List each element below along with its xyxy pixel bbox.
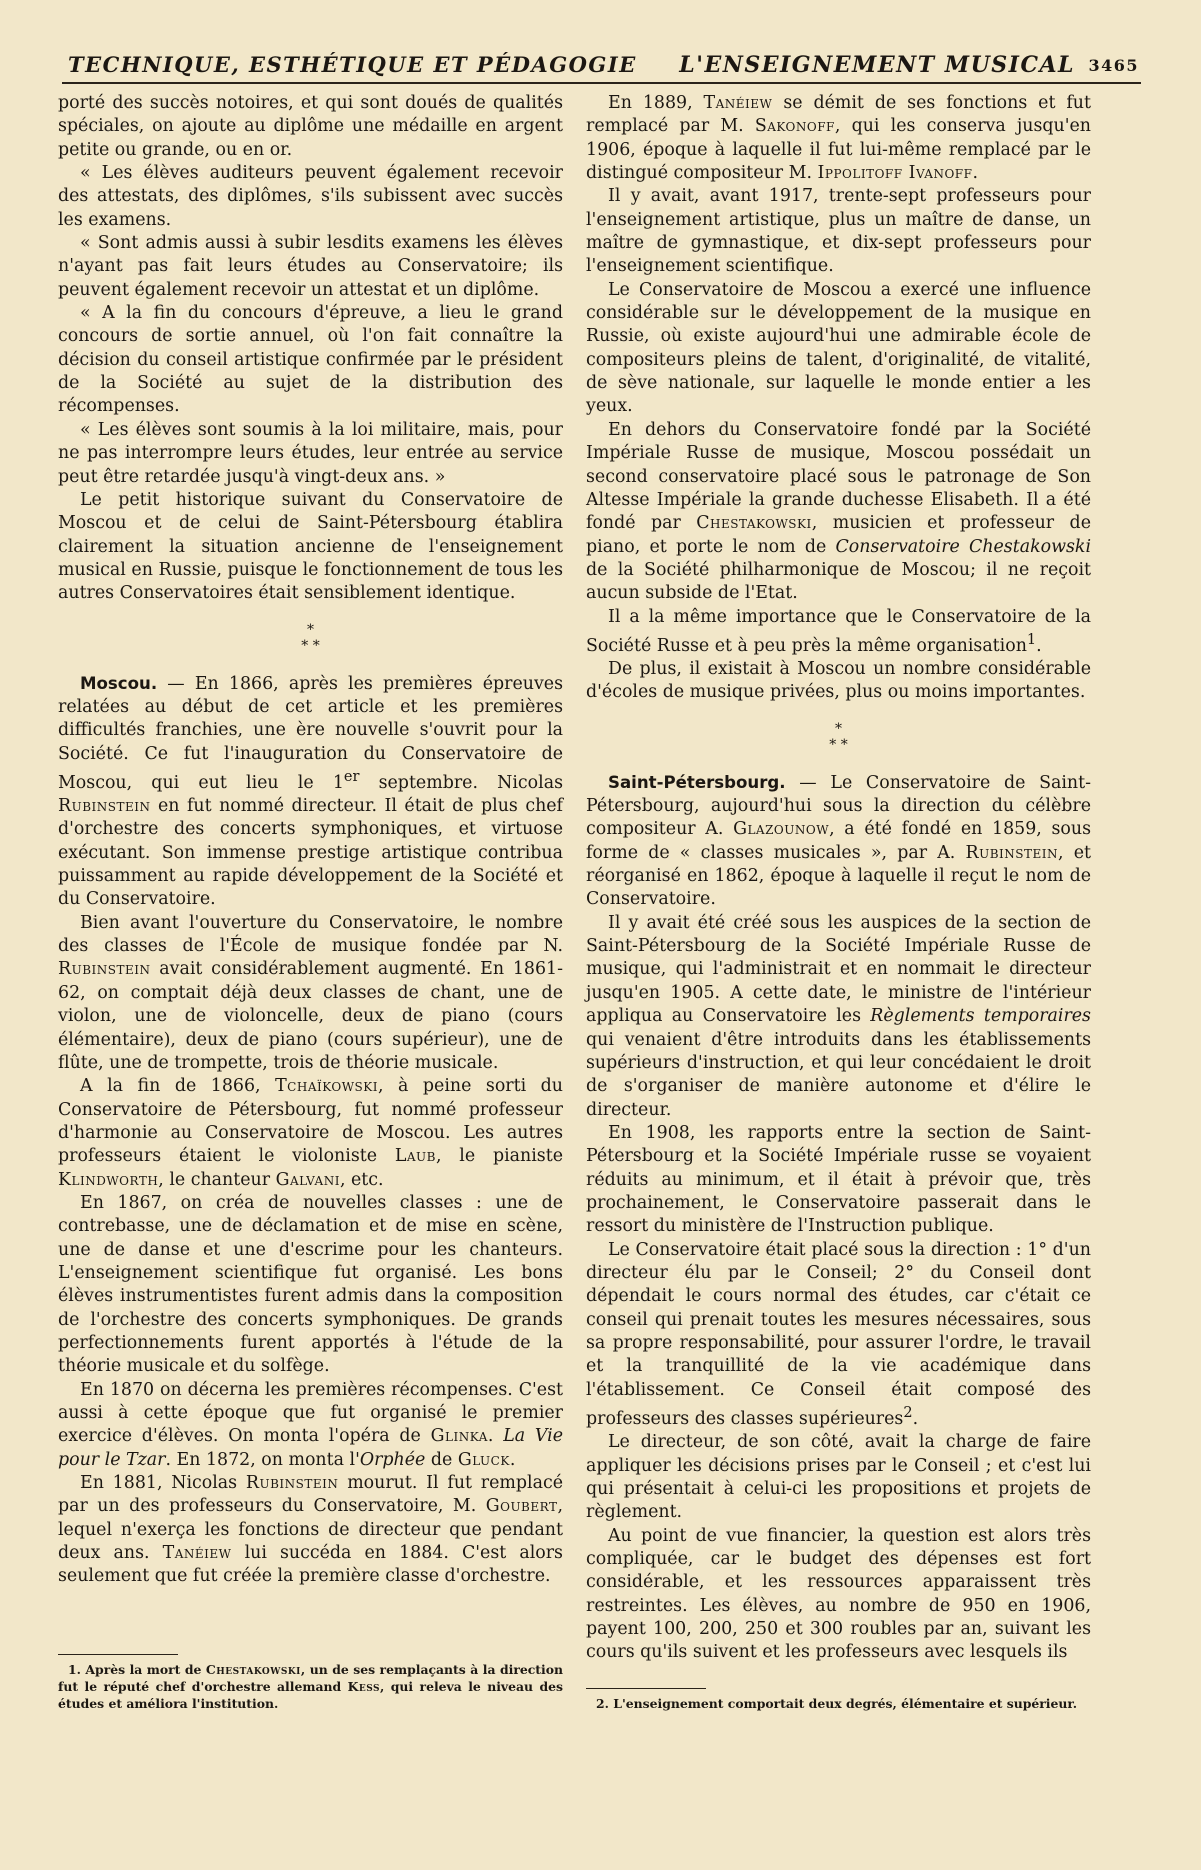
paragraph: Il y avait, avant 1917, trente-sept professeurs pour l'enseignement artistique, plus un maître de danse, un maître de gymnastique, et dix-sept professeurs pour l'enseignement scientifique. xyxy=(586,186,1091,277)
text-run: Il y avait été créé sous les auspices de la section de Saint-Pétersbourg de la Société Impériale Russe de musique, qui l'administrait et en nommait le directeur jusqu'en 1905. A cette date, le ministre de l'intérieur appliqua au Conservatoire les xyxy=(586,912,1091,1027)
text-run: , un de ses remplaçants à la direction fut le réputé chef d'orchestre allemand xyxy=(58,1662,563,1694)
text-run: , musicien et professeur de piano, et porte le nom de xyxy=(586,513,1091,557)
right-column xyxy=(586,92,1091,1665)
person-name: Goubert xyxy=(485,1496,558,1517)
paragraph: « Sont admis aussi à subir lesdits examens les élèves n'ayant pas fait leurs études au Conservatoire; ils peuvent également recevoir un attestat et un diplôme. xyxy=(58,233,563,300)
paragraph: « Les élèves sont soumis à la loi militaire, mais, pour ne pas interrompre leurs études, leur entrée au service peut être retardée jusqu'à vingt-deux ans. » xyxy=(58,419,563,487)
text-run: , à peine sorti du Conservatoire de Pétersbourg, fut nommé professeur d'harmonie au Conservatoire de Moscou. Les autres professeurs étaient le violoniste xyxy=(58,1076,564,1167)
header-journal-title: L'ENSEIGNEMENT MUSICAL xyxy=(679,52,1075,78)
text-run: septembre. Nicolas xyxy=(359,772,563,793)
text-run: , qui releva le niveau des études et améliora l'institution. xyxy=(58,1679,563,1711)
paragraph xyxy=(586,771,1091,912)
paragraph: Le Conservatoire de Moscou a exercé une influence considérable sur le développement de la musique en Russie, où existe aujourd'hui une admirable école de compositeurs pleins de talent, d'originalité, de vitalité, de sève nationale, sur laquelle le monde entier a les yeux. xyxy=(586,279,1091,417)
person-name: Sakonoff xyxy=(754,116,835,137)
text-run: Bien avant l'ouverture du Conservatoire, le nombre des classes de l'École de musique fondée par N. xyxy=(58,912,563,957)
paragraph: De plus, il existait à Moscou un nombre considérable d'écoles de musique privées, plus ou moins importantes. xyxy=(586,659,1091,703)
text-run: , qui les conserva jusqu'en 1906, époque à laquelle il fut lui-même remplacé par le distingué compositeur M. xyxy=(586,116,1091,184)
person-name: Chestakowski xyxy=(696,513,812,534)
page-number: 3465 xyxy=(1088,56,1139,75)
footnote-number: 1. xyxy=(68,1662,81,1677)
text-run: , et réorganisé en 1862, époque à laquelle il reçut le nom de Conservatoire. xyxy=(586,842,1091,910)
text-run: . xyxy=(487,1426,504,1447)
person-name: Glazounow xyxy=(733,819,830,840)
person-name: Tchaïkowski xyxy=(275,1076,378,1097)
text-run: — Le Conservatoire de Saint-Pétersbourg, aujourd'hui sous la direction du célèbre compositeur A. xyxy=(586,772,1091,840)
paragraph xyxy=(58,912,563,1075)
text-run: En 1870 on décerna les premières récompenses. C'est aussi à cette époque que fut organisé le premier exercice d'élèves. On monta l'opéra de xyxy=(58,1379,563,1447)
text-run: L'enseignement comportait deux degrés, élémentaire et supérieur. xyxy=(608,1696,1078,1711)
paragraph xyxy=(586,912,1091,1122)
footnote-ref: 1 xyxy=(1026,631,1037,648)
paragraph: En 1867, on créa de nouvelles classes : une de contrebasse, une de déclamation et de mise en scène, une de danse et une d'escrime pour les chanteurs. L'enseignement scientifique fut organisé. Les bons élèves instrumentistes furent admis dans la composition de l'orchestre des concerts symphoniques. De grands perfectionnements furent apportés à l'étude de la théorie musicale et du solfège. xyxy=(58,1192,563,1377)
text-run: Le Conservatoire était placé sous la direction : 1° d'un directeur élu par le Conseil; 2° du Conseil dont dépendait le cours normal des études, car c'était ce conseil qui prenait toutes les mesures nécessaires, sous sa propre responsabilité, pour assurer l'ordre, le travail et la tranquillité de la vie académique dans l'établissement. Ce Conseil était composé des professeurs des classes supérieures xyxy=(586,1239,1091,1429)
header-section-title: TECHNIQUE, ESTHÉTIQUE ET PÉDAGOGIE xyxy=(68,52,637,77)
footnote-text xyxy=(58,1661,563,1712)
text-run: . xyxy=(972,163,978,184)
text-run: lui succéda en 1884. C'est alors seulement que fut créée la première classe d'orchestre. xyxy=(58,1543,563,1587)
person-name: Galvani xyxy=(275,1169,340,1190)
text-run: A la fin de 1866, xyxy=(80,1076,276,1097)
work-title: La Vie pour le Tzar xyxy=(58,1426,564,1470)
person-name: Chestakowski xyxy=(205,1662,301,1677)
paragraph: En 1908, les rapports entre la section de Saint-Pétersbourg et la Société Impériale russe se voyaient réduits au minimum, et il était à prévoir que, très prochainement, le Conservatoire passerait dans le ressort du ministère de l'Instruction publique. xyxy=(586,1122,1091,1237)
person-name: Kess xyxy=(347,1679,381,1694)
person-name: Rubinstein xyxy=(965,842,1058,863)
separator-stars: * * xyxy=(829,736,848,753)
person-name: Tanéiew xyxy=(703,93,773,113)
paragraph xyxy=(586,419,1091,606)
person-name: Glinka xyxy=(430,1426,488,1447)
paragraph xyxy=(586,1239,1091,1432)
institution-title: Conservatoire Chestakowski xyxy=(835,536,1092,557)
person-name: Gluck xyxy=(457,1449,510,1470)
text-run: qui venaient d'être introduits dans les établissements supérieurs d'instruction, et qui leur concédaient le droit de s'organiser de manière autonome et d'élire le directeur. xyxy=(586,1029,1091,1120)
text-run: Il a la même importance que le Conservatoire de la Société Russe et à peu près la même organisation xyxy=(586,606,1091,656)
footnote-left xyxy=(58,1654,563,1712)
text-run: Après la mort de xyxy=(80,1662,206,1677)
text-run: se démit de ses fonctions et fut remplacé par M. xyxy=(586,93,1091,137)
text-run: . xyxy=(912,1408,919,1429)
footnote-number: 2. xyxy=(596,1696,609,1711)
paragraph xyxy=(58,1472,563,1589)
text-run: En dehors du Conservatoire fondé par la Société Impériale Russe de musique, Moscou possédait un second conservatoire placé sous le patronage de Son Altesse Impériale la grande duchesse Elisabeth. Il a été fondé par xyxy=(586,419,1091,534)
separator-star: * xyxy=(835,720,842,737)
text-run: , lequel n'exerça les fonctions de directeur que pendant deux ans. xyxy=(58,1496,563,1564)
separator-star: * xyxy=(307,621,314,638)
header-rule xyxy=(62,82,1141,84)
superscript: er xyxy=(343,768,360,785)
text-run: , etc. xyxy=(339,1169,384,1190)
regulation-title: Règlements temporaires xyxy=(870,1006,1091,1027)
text-run: de xyxy=(425,1449,458,1470)
person-name: Laub xyxy=(394,1146,436,1167)
footnote-ref: 2 xyxy=(903,1405,913,1422)
running-header xyxy=(68,52,1139,84)
text-run: , le pianiste xyxy=(435,1146,563,1167)
paragraph xyxy=(586,606,1091,658)
paragraph: porté des succès notoires, et qui sont doués de qualités spéciales, on ajoute au diplôme une médaille en argent petite ou grande, ou en or. xyxy=(58,93,563,160)
footnote-rule xyxy=(586,1688,706,1689)
text-run: , le chanteur xyxy=(158,1169,276,1190)
text-run: — En 1866, après les premières épreuves relatées au début de cet article et les premières difficultés franchies, une ère nouvelle s'ouvrit pour la Société. Ce fut l'inauguration du Conservatoire de Moscou, qui eut lieu le 1 xyxy=(58,673,563,793)
work-title: Orphée xyxy=(359,1449,426,1470)
section-separator xyxy=(586,721,1091,753)
paragraph: Le petit historique suivant du Conservatoire de Moscou et de celui de Saint-Pétersbourg établira clairement la situation ancienne de l'enseignement musical en Russie, puisque le fonctionnement de tous les autres Conservatoires était sensiblement identique. xyxy=(58,489,563,604)
footnote-right xyxy=(586,1688,1091,1712)
section-heading-saint-petersbourg: Saint-Pétersbourg. xyxy=(608,772,786,792)
text-run: . xyxy=(1036,635,1042,656)
person-name: Rubinstein xyxy=(58,959,151,980)
paragraph: « Les élèves auditeurs peuvent également recevoir des attestats, des diplômes, s'ils subissent avec succès les examens. xyxy=(58,163,563,230)
person-name: Rubinstein xyxy=(58,796,151,817)
paragraph: « A la fin du concours d'épreuve, a lieu le grand concours de sortie annuel, où l'on fait connaître la décision du conseil artistique confirmée par le président de la Société au sujet de la distribution des récompenses. xyxy=(58,303,563,417)
text-run: . xyxy=(509,1449,516,1470)
text-run: En 1889, xyxy=(608,93,704,113)
footnote-text xyxy=(586,1695,1091,1712)
text-run: . En 1872, on monta l' xyxy=(165,1449,360,1470)
person-name: Rubinstein xyxy=(245,1473,339,1494)
paragraph: Au point de vue financier, la question est alors très compliquée, car le budget des dépenses est fort considérable, et les ressources apparaissent très restreintes. Les élèves, au nombre de 950 en 1906, payent 100, 200, 250 et 300 roubles par an, suivant les cours qu'ils suivent et les professeurs avec lesquels ils xyxy=(586,1525,1091,1663)
text-run: En 1881, Nicolas xyxy=(80,1473,246,1494)
paragraph xyxy=(586,92,1091,185)
text-run: mourut. Il fut remplacé par un des professeurs du Conservatoire, M. xyxy=(58,1473,564,1517)
paragraph: Le directeur, de son côté, avait la charge de faire appliquer les décisions prises par le Conseil ; et c'est lui qui présentait à celui-ci les propositions et projets de règlement. xyxy=(586,1432,1091,1523)
text-run: en fut nommé directeur. Il était de plus chef d'orchestre des concerts symphoniques, et virtuose exécutant. Son immense prestige artistique contribua puissamment au rapide développement de la Société et du Conservatoire. xyxy=(58,796,563,910)
text-run: , a été fondé en 1859, sous forme de « classes musicales », par A. xyxy=(586,819,1091,863)
text-run: de la Société philharmonique de Moscou; il ne reçoit aucun subside de l'Etat. xyxy=(586,559,1091,604)
footnote-rule xyxy=(58,1654,178,1655)
separator-stars: * * xyxy=(301,637,320,654)
paragraph xyxy=(58,1075,563,1192)
text-run: avait considérablement augmenté. En 1861-62, on comptait déjà deux classes de chant, une de violon, une de violoncelle, deux de piano (cours élémentaire), deux de piano (cours supérieur), une de flûte, une de trompette, trois de théorie musicale. xyxy=(58,959,563,1073)
section-separator xyxy=(58,622,563,654)
person-name: Tanéiew xyxy=(162,1543,232,1564)
left-column xyxy=(58,92,563,1589)
paragraph xyxy=(58,672,563,912)
paragraph xyxy=(58,1379,563,1472)
person-name: Klindworth xyxy=(58,1169,159,1190)
person-name: Ippolitoff Ivanoff xyxy=(817,163,973,184)
section-heading-moscou: Moscou. xyxy=(80,673,158,693)
